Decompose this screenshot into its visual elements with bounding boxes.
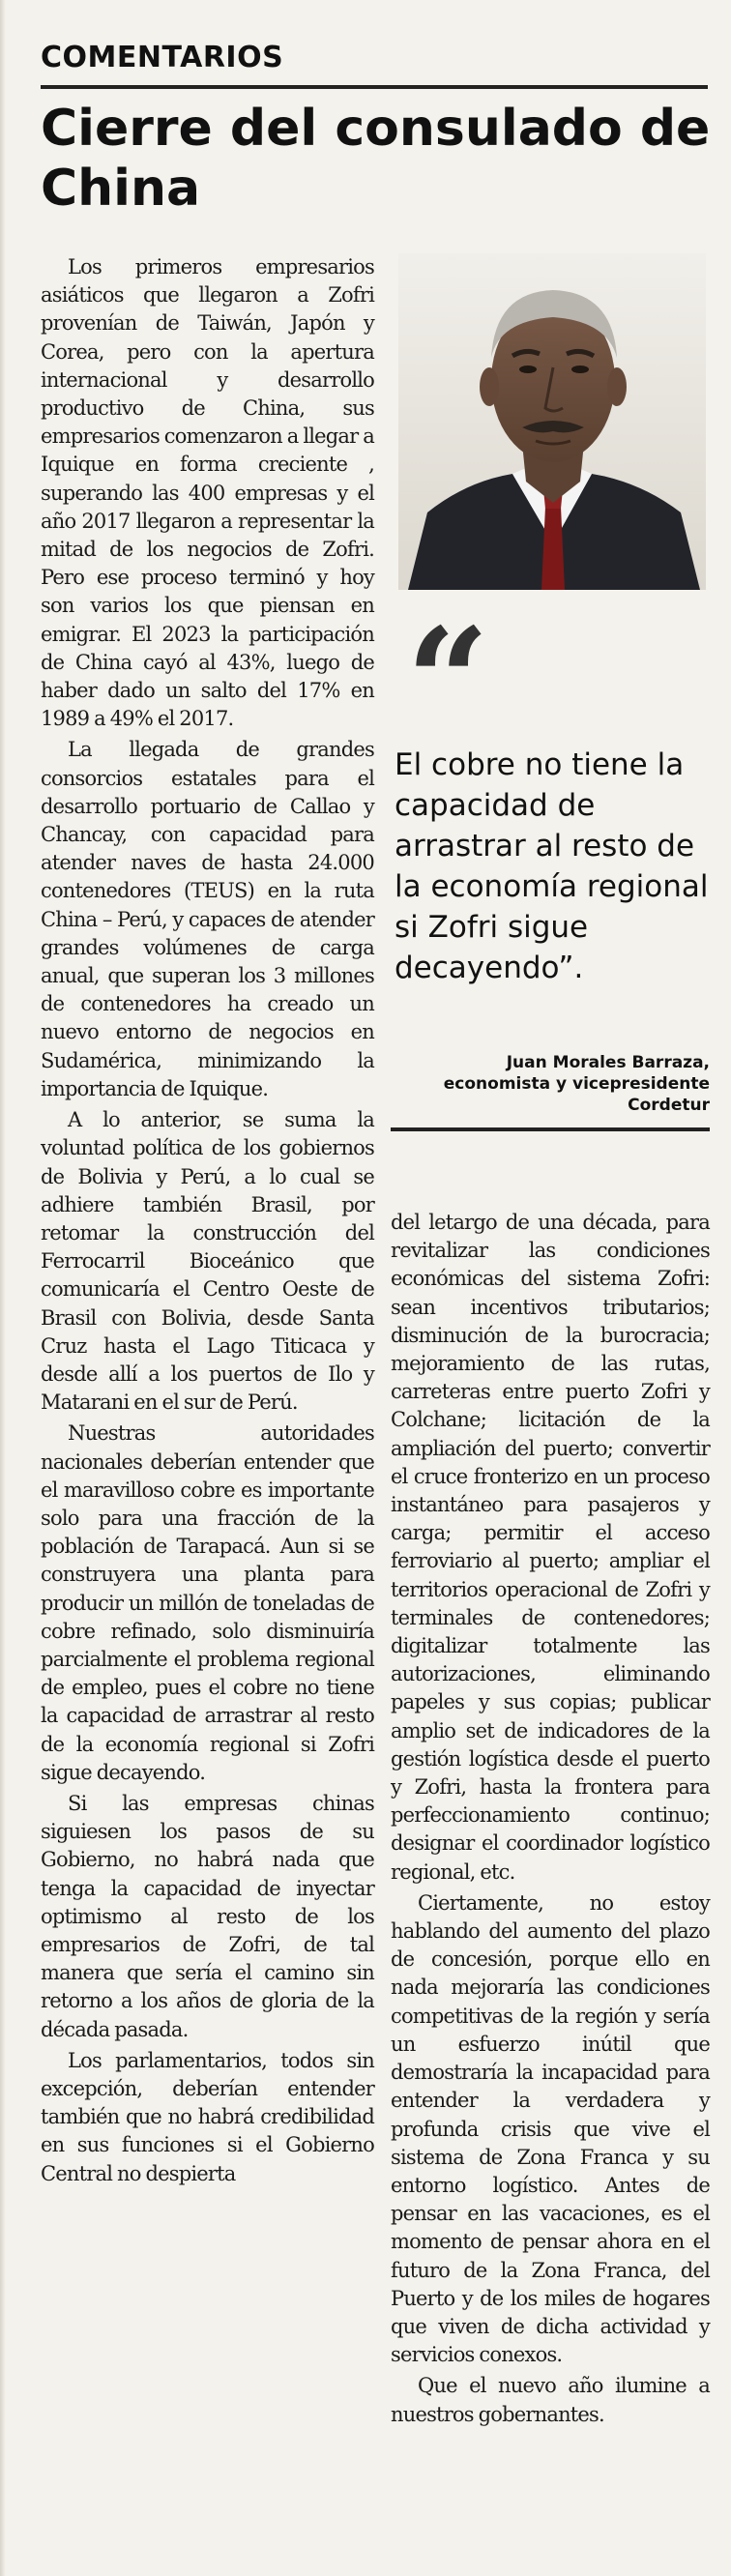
section-rule: [41, 85, 708, 89]
quote-mark-icon: “: [406, 597, 490, 767]
quote-rule: [391, 1127, 710, 1131]
portrait-illustration: [398, 253, 706, 590]
page-edge-shadow: [0, 0, 6, 2576]
section-label: COMENTARIOS: [41, 41, 284, 74]
paragraph: Los primeros empresarios asiáticos que llegaron a Zofri provenían de Taiwán, Japón y Corea, pero con la apertura internacional y desarrollo productivo de China, sus empresarios comenzaron a llegar a Iquique en forma creciente , superando las 400 empresas y el año 2017 llegaron a representar la mitad de los negocios de Zofri. Pero ese proceso terminó y hoy son varios los que piensan en emigrar. El 2023 la participación de China cayó al 43%, luego de haber dado un salto del 17% en 1989 a 49% el 2017.: [41, 255, 374, 731]
paragraph: Nuestras autoridades nacionales deberían entender que el maravilloso cobre es importante solo para una fracción de la población de Tarapacá. Aun si se construyera una planta para producir un millón de toneladas de cobre refinado, solo disminuiría parcialmente el problema regional de empleo, pues el cobre no tiene la capacidad de arrastrar al resto de la economía regional si Zofri sigue decayendo.: [41, 1421, 374, 1784]
author-organization: Cordetur: [628, 1096, 710, 1115]
paragraph: del letargo de una década, para revitalizar las condiciones económicas del sistema Zofri: sean incentivos tributarios; disminución de la burocracia; mejoramiento de las rutas, carreteras entre puerto Zofri y Colchane; licitación de la ampliación del puerto; convertir el cruce fronterizo en un proceso instantáneo para pasajeros y carga; permitir el acceso ferroviario al puerto; ampliar el territorios operacional de Zofri y terminales de contenedores; digitalizar totalmente las autorizaciones, eliminando papeles y sus copias; publicar amplio set de indicadores de la gestión logística desde el puerto y Zofri, hasta la frontera para perfeccionamiento continuo; designar el coordinador logístico regional, etc.: [391, 1211, 710, 1884]
paragraph: Ciertamente, no estoy hablando del aumento del plazo de concesión, porque ello en nada mejoraría las condiciones competitivas de la región y sería un esfuerzo inútil que demostraría la incapacidad para entender la verdadera y profunda crisis que vive el sistema de Zona Franca y su entorno logístico. Antes de pensar en las vacaciones, es el momento de pensar ahora en el futuro de la Zona Franca, del Puerto y de los miles de hogares que viven de dicha actividad y servicios conexos.: [391, 1890, 710, 2367]
quote-author: [391, 1052, 710, 1116]
paragraph: Los parlamentarios, todos sin excepción, deberían entender también que no habrá credibilidad en sus funciones si el Gobierno Central no despierta: [41, 2048, 374, 2185]
left-column: [41, 253, 374, 2188]
paragraph: La llegada de grandes consorcios estatales para el desarrollo portuario de Callao y Chancay, con capacidad para atender naves de hasta 24.000 contenedores (TEUS) en la ruta China – Perú, y capaces de atender grandes volúmenes de carga anual, que superan los 3 millones de contenedores ha creado un nuevo entorno de negocios en Sudamérica, minimizando la importancia de Iquique.: [41, 738, 374, 1100]
author-role: economista y vicepresidente: [443, 1074, 710, 1094]
paragraph: Si las empresas chinas siguiesen los pasos de su Gobierno, no habrá nada que tenga la capacidad de inyectar optimismo al resto de los empresarios de Zofri, de tal manera que sería el camino sin retorno a los años de gloria de la década pasada.: [41, 1791, 374, 2041]
headline: Cierre del consulado de China: [41, 100, 711, 218]
paragraph: A lo anterior, se suma la voluntad política de los gobiernos de Bolivia y Perú, a lo cual se adhiere también Brasil, por retomar la construcción del Ferrocarril Bioceánico que comunicaría el Centro Oeste de Brasil con Bolivia, desde Santa Cruz hasta el Lago Titicaca y desde allí a los puertos de Ilo y Matarani en el sur de Perú.: [41, 1108, 374, 1415]
author-photo: [398, 253, 706, 590]
author-name: Juan Morales Barraza,: [506, 1053, 710, 1072]
right-column: [391, 1209, 710, 2429]
paragraph: Que el nuevo año ilumine a nuestros gobernantes.: [391, 2374, 710, 2426]
pull-quote: El cobre no tiene la capacidad de arrastrar al resto de la economía regional si Zofri sigue decayendo”.: [395, 747, 709, 985]
